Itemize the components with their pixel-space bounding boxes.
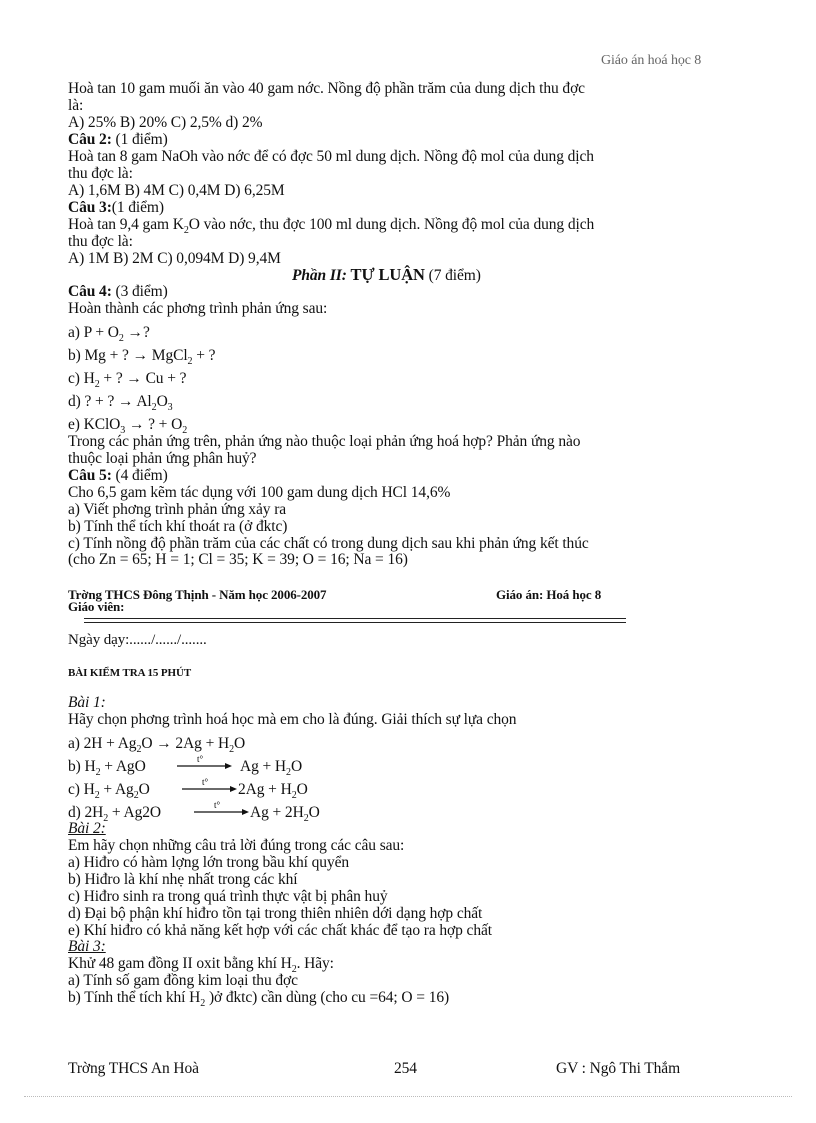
page-bottom-border (24, 1096, 792, 1097)
heat-arrow-icon (175, 754, 233, 774)
eq-d: d) ? + ? → $Al_2O_3$ (68, 393, 173, 414)
bai2-item-e: e) Khí hiđro có khả năng kết hợp với các chất khác để tạo ra hợp chất (68, 922, 492, 939)
footer-school: Trờng THCS An Hoà (68, 1060, 199, 1077)
q3-label: Câu 3: (68, 199, 112, 216)
temperature-label: t° (202, 777, 209, 787)
bai1-intro: Hãy chọn phơng trình hoá học mà em cho là đúng. Giải thích sự lựa chọn (68, 711, 517, 728)
q4-points: (3 điểm) (111, 283, 168, 300)
document-header: Giáo án hoá học 8 (601, 53, 702, 68)
q2-options: A) 1,6M B) 4M C) 0,4M D) 6,25M (68, 182, 285, 199)
bai1-option-b-product: $Ag + H_2O$ (240, 758, 303, 779)
temperature-label: t° (214, 800, 221, 810)
q5-item-a: a) Viết phơng trình phản ứng xảy ra (68, 501, 287, 518)
temperature-label: t° (197, 754, 204, 764)
part2-title-points: (7 điểm) (424, 267, 481, 284)
bai1-option-b: b) $H_2$ + AgO (68, 758, 146, 779)
q2-text-cont: thu đợc là: (68, 165, 133, 182)
q5-heading (68, 467, 168, 484)
bai1-option-c-product: $2Ag + H_2O$ (238, 781, 308, 802)
eq-e: e) KClO$_3$ → ? + $O_2$ (68, 416, 188, 437)
right-arrow-icon: → (127, 324, 143, 341)
q3-points: (1 điểm) (111, 199, 164, 216)
q1-text-cont: là: (68, 97, 84, 114)
bai1-option-c: c) $H_2 + Ag_2O$ (68, 781, 150, 802)
bai1-option-d: d) $2H_2 + Ag2O$ (68, 804, 161, 825)
bai1-label: Bài 1: (68, 694, 106, 711)
quiz-title: BÀI KIỂM TRA 15 PHÚT (68, 667, 192, 679)
q2-points: (1 điểm) (111, 131, 168, 148)
q5-constants: (cho Zn = 65; H = 1; Cl = 35; K = 39; O = 16; Na = 16) (68, 551, 408, 568)
q5-points: (4 điểm) (111, 467, 168, 484)
header-rule-top (84, 618, 626, 619)
bai3-item-a: a) Tính số gam đồng kim loại thu đợc (68, 972, 298, 989)
q5-item-b: b) Tính thể tích khí thoát ra (ở đktc) (68, 518, 288, 535)
q4-label: Câu 4: (68, 283, 112, 300)
q1-options: A) 25% B) 20% C) 2,5% d) 2% (68, 114, 263, 131)
q3-options: A) 1M B) 2M C) 0,094M D) 9,4M (68, 250, 281, 267)
bai3-item-b: b) Tính thể tích khí $H_2$ )ở đktc) cần dùng (cho cu =64; O = 16) (68, 989, 450, 1010)
q5-label: Câu 5: (68, 467, 112, 484)
right-arrow-icon: → (118, 393, 134, 410)
part2-title (292, 266, 481, 284)
bai2-item-d: d) Đại bộ phận khí hiđro tồn tại trong thiên nhiên dới dạng hợp chất (68, 905, 483, 922)
q3-heading (68, 199, 164, 216)
eq-c: c) $H_2$ + ? → Cu + ? (68, 370, 187, 391)
header-rule-bottom (84, 622, 626, 623)
heat-arrow-icon (180, 777, 238, 797)
right-arrow-icon: → (156, 735, 172, 752)
q4-intro: Hoàn thành các phơng trình phản ứng sau: (68, 300, 328, 317)
q4-heading (68, 283, 168, 300)
q3-text: Hoà tan 9,4 gam $K_2O$ vào nớc, thu đợc 100 ml dung dịch. Nồng độ mol của dung dịch (68, 216, 595, 237)
q3-text-cont: thu đợc là: (68, 233, 133, 250)
bai1-option-d-product: $Ag + 2H_2O$ (250, 804, 320, 825)
school-header-left: Trờng THCS Đông Thịnh - Năm học 2006-2007 (68, 587, 327, 602)
right-arrow-icon: → (126, 370, 142, 387)
q2-heading (68, 131, 168, 148)
q5-item-c: c) Tính nồng độ phần trăm của các chất có trong dung dịch sau khi phản ứng kết thúc (68, 535, 589, 552)
right-arrow-icon: → (132, 347, 148, 364)
bai3-label: Bài 3: (68, 938, 106, 955)
q5-intro: Cho 6,5 gam kẽm tác dụng với 100 gam dung dịch HCl 14,6% (68, 484, 451, 501)
teacher-label: Giáo viên: (68, 599, 125, 614)
q4-question-cont: thuộc loại phản ứng phân huỷ? (68, 450, 257, 467)
eq-b: b) Mg + ? → MgCl$_2$ + ? (68, 347, 216, 368)
heat-arrow-icon (192, 800, 250, 820)
bai3-intro: Khử 48 gam đồng II oxit bằng khí $H_2$. Hãy: (68, 955, 334, 976)
bai2-item-a: a) Hiđro có hàm lợng lớn trong bầu khí quyển (68, 854, 350, 871)
right-arrow-icon: → (128, 416, 145, 433)
part2-title-prefix: Phần II: (292, 267, 351, 284)
page-number: 254 (394, 1060, 417, 1077)
q1-text: Hoà tan 10 gam muối ăn vào 40 gam nớc. Nồng độ phần trăm của dung dịch thu đợc (68, 80, 585, 97)
bai2-label: Bài 2: (68, 820, 106, 837)
bai2-intro: Em hãy chọn những câu trả lời đúng trong các câu sau: (68, 837, 405, 854)
part2-title-main: TỰ LUẬN (350, 265, 425, 284)
bai2-item-c: c) Hiđro sinh ra trong quá trình thực vật bị phân huỷ (68, 888, 388, 905)
footer-teacher: GV : Ngô Thi Thắm (556, 1060, 681, 1077)
q4-question: Trong các phản ứng trên, phản ứng nào thuộc loại phản ứng hoá hợp? Phản ứng nào (68, 433, 581, 450)
school-header-right: Giáo án: Hoá học 8 (496, 587, 602, 602)
bai1-option-a: a) $2H + Ag_2O \to 2Ag + H_2O$ (68, 735, 246, 756)
teaching-date: Ngày dạy:....../....../....... (68, 632, 207, 648)
q2-label: Câu 2: (68, 131, 112, 148)
q2-text: Hoà tan 8 gam NaOh vào nớc để có đợc 50 ml dung dịch. Nồng độ mol của dung dịch (68, 148, 594, 165)
bai2-item-b: b) Hiđro là khí nhẹ nhất trong các khí (68, 871, 298, 888)
eq-a: a) $P + O_2$ →? (68, 324, 150, 345)
